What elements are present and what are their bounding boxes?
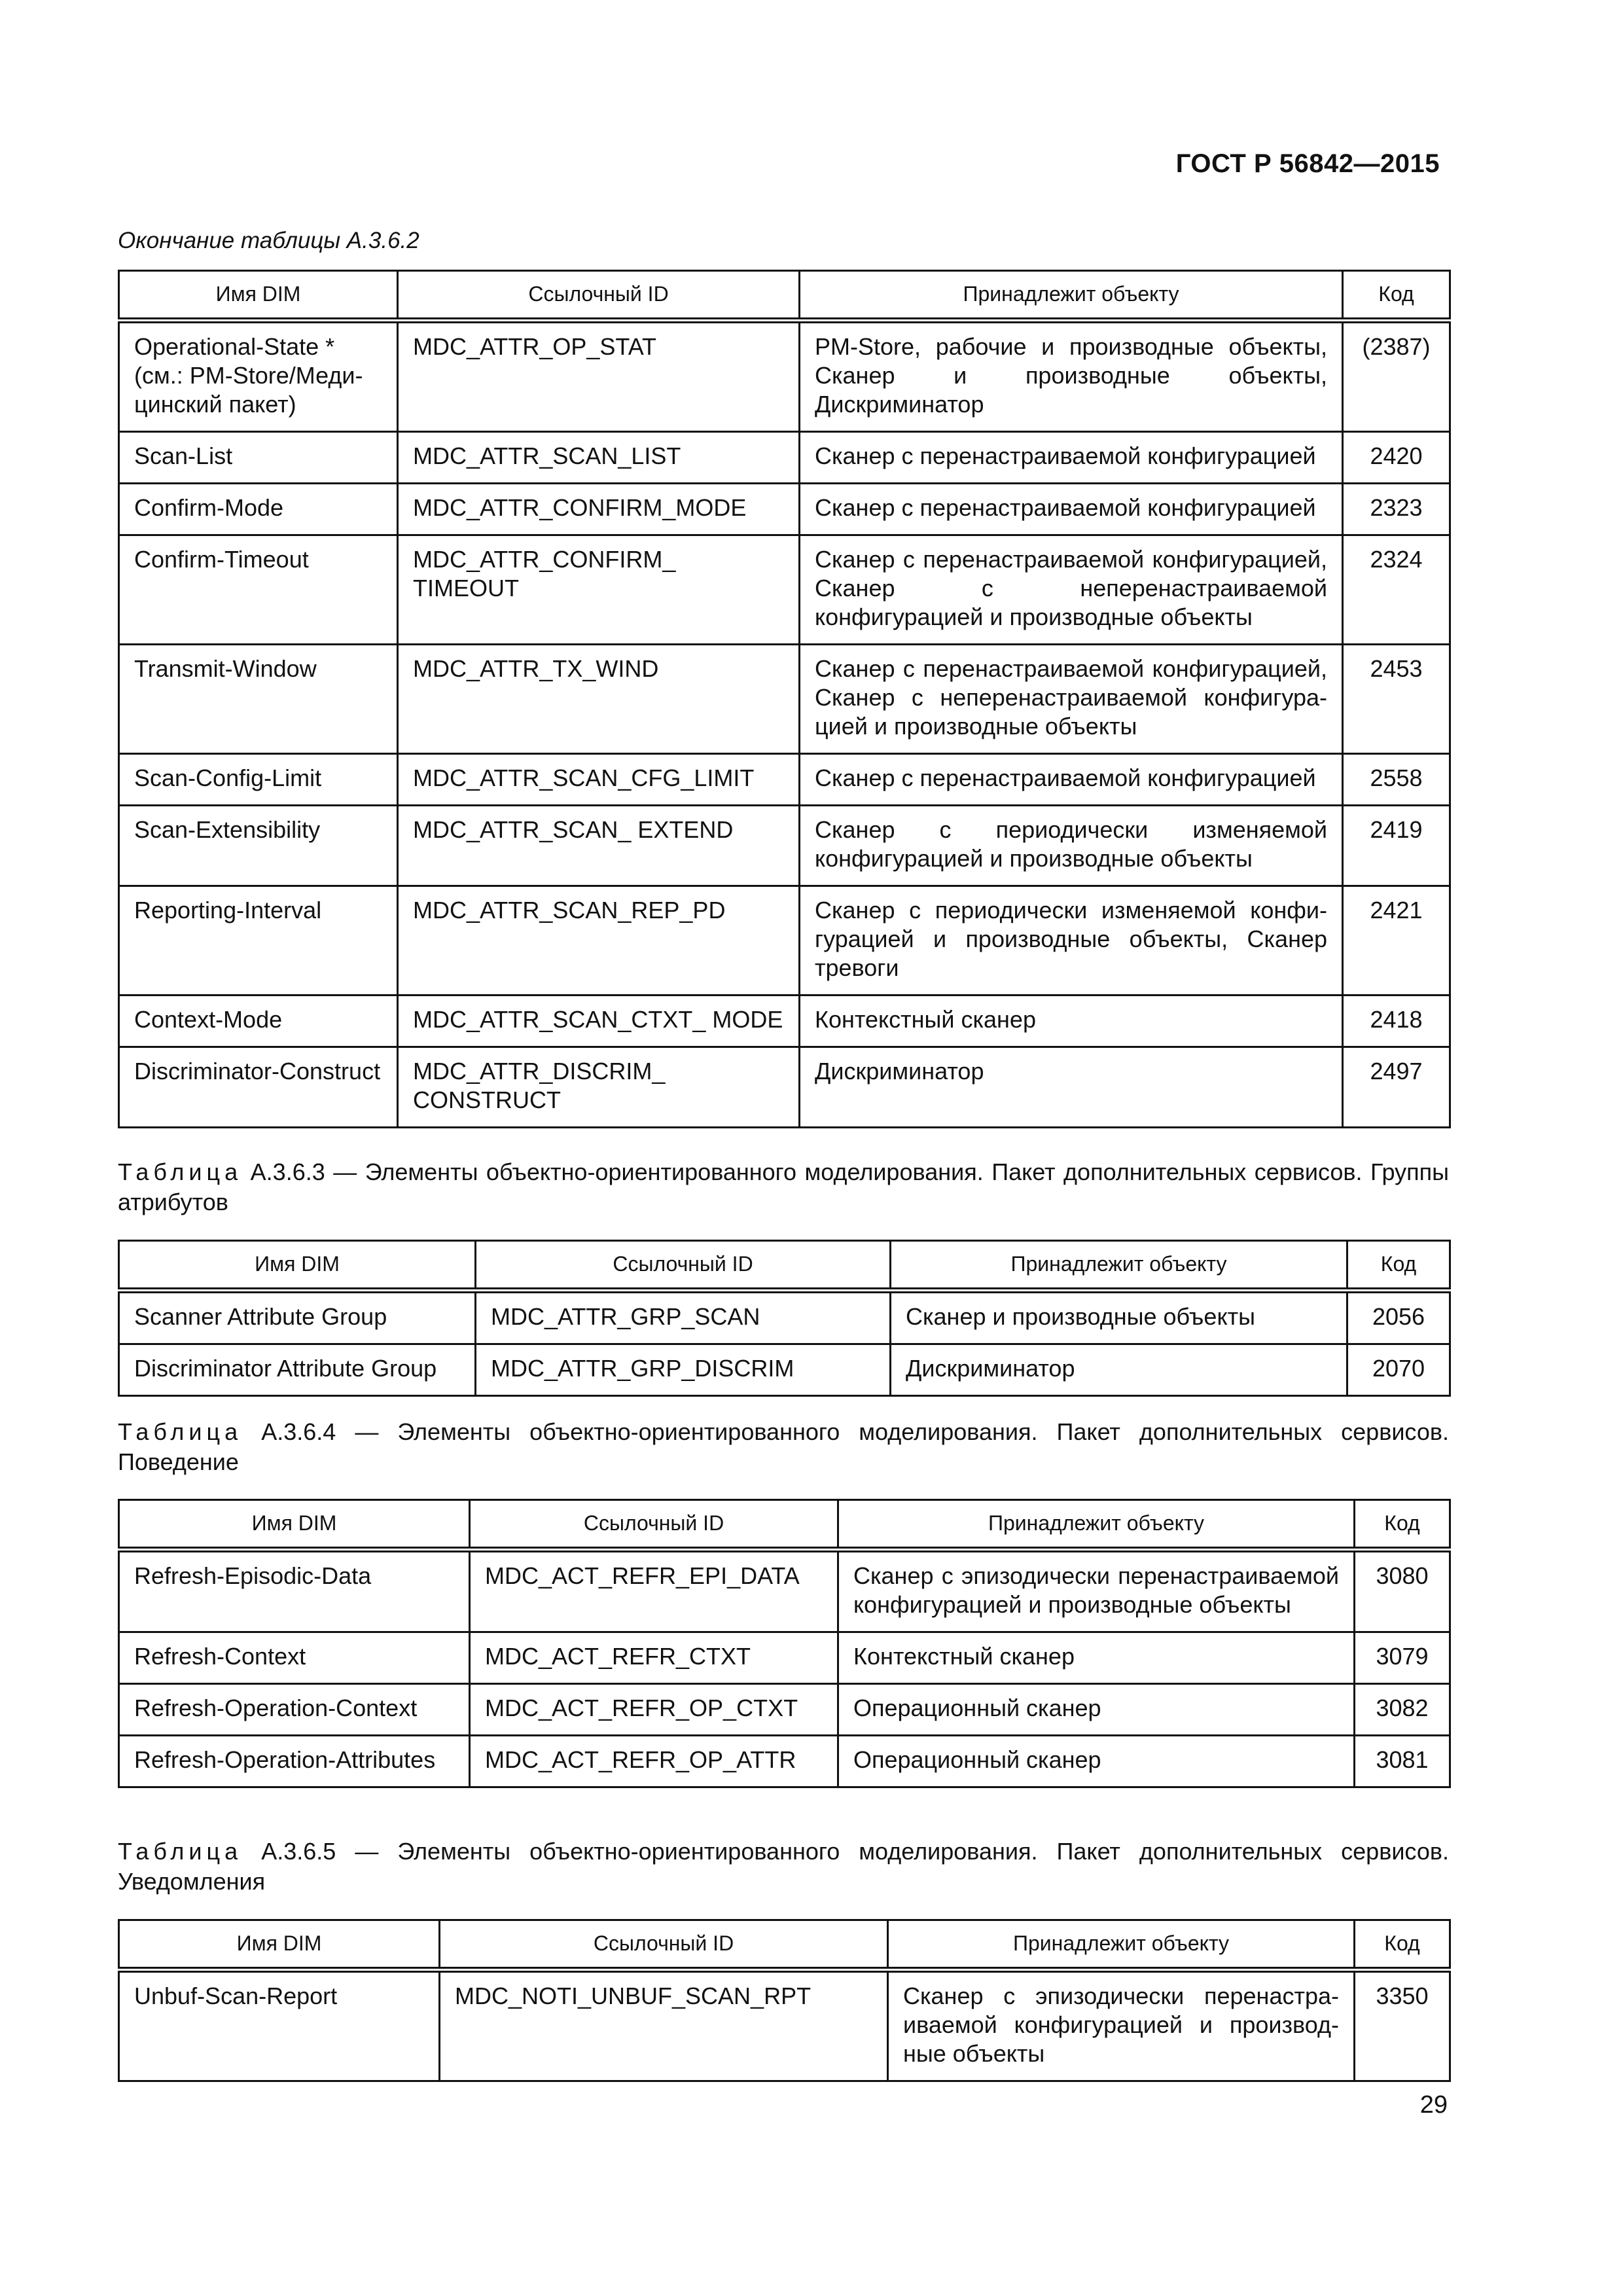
column-header: Имя DIM bbox=[119, 1241, 476, 1291]
code-cell: 2420 bbox=[1343, 432, 1450, 484]
object-cell: Сканер с перенастраиваемой конфигурацией bbox=[800, 754, 1343, 806]
reference-id-cell: MDC_ATTR_CONFIRM_ TIMEOUT bbox=[398, 535, 800, 645]
table-row bbox=[119, 1047, 1450, 1128]
reference-id-cell: MDC_ATTR_SCAN_REP_PD bbox=[398, 886, 800, 996]
reference-id-cell: MDC_ATTR_SCAN_CFG_LIMIT bbox=[398, 754, 800, 806]
reference-id-cell: MDC_ATTR_TX_WIND bbox=[398, 645, 800, 754]
object-cell: Операционный сканер bbox=[838, 1684, 1355, 1736]
column-header: Принадлежит объекту bbox=[891, 1241, 1347, 1291]
object-cell: Операционный сканер bbox=[838, 1736, 1355, 1787]
standard-header: ГОСТ Р 56842—2015 bbox=[1175, 149, 1440, 178]
dim-name-cell: Operational-State * (см.: PM-Store/Медицинский пакет) bbox=[119, 321, 398, 432]
dim-name-cell: Refresh-Operation-Attributes bbox=[119, 1736, 470, 1787]
code-cell: 2497 bbox=[1343, 1047, 1450, 1128]
object-cell: Контекстный сканер bbox=[800, 996, 1343, 1047]
code-cell: 3080 bbox=[1355, 1550, 1450, 1632]
column-header: Код bbox=[1347, 1241, 1450, 1291]
table-a364-caption bbox=[118, 1417, 1449, 1477]
table-label: Таблица bbox=[118, 1158, 243, 1185]
code-cell: 2418 bbox=[1343, 996, 1450, 1047]
table-header-row bbox=[119, 271, 1450, 321]
reference-id-cell: MDC_ATTR_SCAN_LIST bbox=[398, 432, 800, 484]
reference-id-cell: MDC_ATTR_CONFIRM_MODE bbox=[398, 484, 800, 535]
column-header: Код bbox=[1343, 271, 1450, 321]
dim-name-cell: Scan-Extensibility bbox=[119, 806, 398, 886]
table-a363 bbox=[118, 1240, 1451, 1397]
dim-name-cell: Context-Mode bbox=[119, 996, 398, 1047]
table-row bbox=[119, 1550, 1450, 1632]
table-title: А.3.6.4 — Элементы объектно-ориентированного моделирования. Пакет дополнительных сервисов. Поведение bbox=[118, 1418, 1449, 1475]
object-cell: Дискриминатор bbox=[891, 1344, 1347, 1396]
code-cell: 3081 bbox=[1355, 1736, 1450, 1787]
dim-name-cell: Scan-List bbox=[119, 432, 398, 484]
reference-id-cell: MDC_ATTR_DISCRIM_ CONSTRUCT bbox=[398, 1047, 800, 1128]
reference-id-cell: MDC_ACT_REFR_OP_ATTR bbox=[470, 1736, 838, 1787]
object-cell: Сканер с перенастраиваемой конфигурацией, Сканер с неперенастраиваемой конфигурацией и производные объекты bbox=[800, 645, 1343, 754]
reference-id-cell: MDC_NOTI_UNBUF_SCAN_RPT bbox=[440, 1970, 888, 2081]
column-header: Код bbox=[1355, 1920, 1450, 1970]
dim-name-cell: Scanner Attribute Group bbox=[119, 1291, 476, 1344]
dim-name-cell: Confirm-Timeout bbox=[119, 535, 398, 645]
table-row bbox=[119, 321, 1450, 432]
code-cell: 2323 bbox=[1343, 484, 1450, 535]
page-number: 29 bbox=[1419, 2091, 1448, 2119]
table-a362 bbox=[118, 270, 1451, 1128]
dim-name-cell: Confirm-Mode bbox=[119, 484, 398, 535]
object-cell: Сканер с перенастраиваемой конфигурацией bbox=[800, 484, 1343, 535]
table-title: А.3.6.3 — Элементы объектно-ориентированного моделирования. Пакет дополнительных сервисов. Группы атрибутов bbox=[118, 1158, 1449, 1215]
dim-name-cell: Discriminator Attribute Group bbox=[119, 1344, 476, 1396]
dim-name-cell: Scan-Config-Limit bbox=[119, 754, 398, 806]
reference-id-cell: MDC_ATTR_GRP_DISCRIM bbox=[476, 1344, 891, 1396]
table-row bbox=[119, 886, 1450, 996]
table-row bbox=[119, 645, 1450, 754]
column-header: Принадлежит объекту bbox=[838, 1500, 1355, 1550]
column-header: Принадлежит объекту bbox=[888, 1920, 1355, 1970]
table-header-row bbox=[119, 1241, 1450, 1291]
table-row bbox=[119, 1684, 1450, 1736]
code-cell: 2056 bbox=[1347, 1291, 1450, 1344]
object-cell: Сканер с периодически изменяемой конфигурацией и производные объекты, Сканер тревоги bbox=[800, 886, 1343, 996]
code-cell: 2324 bbox=[1343, 535, 1450, 645]
object-cell: Сканер с эпизодически перенастраиваемой конфигурацией и производные объекты bbox=[838, 1550, 1355, 1632]
reference-id-cell: MDC_ATTR_SCAN_ EXTEND bbox=[398, 806, 800, 886]
dim-name-cell: Reporting-Interval bbox=[119, 886, 398, 996]
table-a365-caption bbox=[118, 1837, 1449, 1897]
table-row bbox=[119, 1970, 1450, 2081]
column-header: Код bbox=[1355, 1500, 1450, 1550]
code-cell: 3350 bbox=[1355, 1970, 1450, 2081]
code-cell: 2453 bbox=[1343, 645, 1450, 754]
table-a365 bbox=[118, 1919, 1451, 2082]
continuation-caption: Окончание таблицы А.3.6.2 bbox=[118, 228, 419, 253]
object-cell: Сканер и производные объекты bbox=[891, 1291, 1347, 1344]
code-cell: 3079 bbox=[1355, 1632, 1450, 1684]
object-cell: Контекстный сканер bbox=[838, 1632, 1355, 1684]
code-cell: 2419 bbox=[1343, 806, 1450, 886]
reference-id-cell: MDC_ACT_REFR_OP_CTXT bbox=[470, 1684, 838, 1736]
code-cell: 3082 bbox=[1355, 1684, 1450, 1736]
dim-name-cell: Discriminator-Construct bbox=[119, 1047, 398, 1128]
table-label: Таблица bbox=[118, 1838, 243, 1865]
object-cell: Сканер с перенастраиваемой конфигурацией bbox=[800, 432, 1343, 484]
reference-id-cell: MDC_ACT_REFR_CTXT bbox=[470, 1632, 838, 1684]
code-cell: 2421 bbox=[1343, 886, 1450, 996]
dim-name-cell: Unbuf-Scan-Report bbox=[119, 1970, 440, 2081]
table-row bbox=[119, 996, 1450, 1047]
table-row bbox=[119, 484, 1450, 535]
table-row bbox=[119, 806, 1450, 886]
reference-id-cell: MDC_ATTR_OP_STAT bbox=[398, 321, 800, 432]
code-cell: 2558 bbox=[1343, 754, 1450, 806]
dim-name-cell: Refresh-Context bbox=[119, 1632, 470, 1684]
column-header: Имя DIM bbox=[119, 1500, 470, 1550]
table-title: А.3.6.5 — Элементы объектно-ориентированного моделирования. Пакет дополнительных сервисов. Уведомления bbox=[118, 1838, 1449, 1895]
code-cell: (2387) bbox=[1343, 321, 1450, 432]
code-cell: 2070 bbox=[1347, 1344, 1450, 1396]
table-header-row bbox=[119, 1920, 1450, 1970]
reference-id-cell: MDC_ATTR_SCAN_CTXT_ MODE bbox=[398, 996, 800, 1047]
column-header: Ссылочный ID bbox=[440, 1920, 888, 1970]
column-header: Принадлежит объекту bbox=[800, 271, 1343, 321]
table-row bbox=[119, 1291, 1450, 1344]
table-label: Таблица bbox=[118, 1418, 243, 1445]
dim-name-cell: Refresh-Operation-Context bbox=[119, 1684, 470, 1736]
table-row bbox=[119, 432, 1450, 484]
reference-id-cell: MDC_ATTR_GRP_SCAN bbox=[476, 1291, 891, 1344]
column-header: Ссылочный ID bbox=[476, 1241, 891, 1291]
table-a363-caption bbox=[118, 1157, 1449, 1217]
reference-id-cell: MDC_ACT_REFR_EPI_DATA bbox=[470, 1550, 838, 1632]
column-header: Ссылочный ID bbox=[470, 1500, 838, 1550]
object-cell: PM-Store, рабочие и производные объекты, Сканер и производные объекты, Дискриминатор bbox=[800, 321, 1343, 432]
column-header: Ссылочный ID bbox=[398, 271, 800, 321]
column-header: Имя DIM bbox=[119, 1920, 440, 1970]
table-a364 bbox=[118, 1499, 1451, 1788]
object-cell: Сканер с перенастраиваемой конфигурацией, Сканер с неперенастраиваемой конфигурацией и производные объекты bbox=[800, 535, 1343, 645]
dim-name-cell: Refresh-Episodic-Data bbox=[119, 1550, 470, 1632]
table-row bbox=[119, 1344, 1450, 1396]
table-header-row bbox=[119, 1500, 1450, 1550]
table-row bbox=[119, 535, 1450, 645]
dim-name-cell: Transmit-Window bbox=[119, 645, 398, 754]
object-cell: Дискриминатор bbox=[800, 1047, 1343, 1128]
column-header: Имя DIM bbox=[119, 271, 398, 321]
object-cell: Сканер с периодически изменяемой конфигурацией и производные объекты bbox=[800, 806, 1343, 886]
table-row bbox=[119, 1632, 1450, 1684]
object-cell: Сканер с эпизодически перенастраиваемой конфигурацией и производные объекты bbox=[888, 1970, 1355, 2081]
table-row bbox=[119, 754, 1450, 806]
table-row bbox=[119, 1736, 1450, 1787]
